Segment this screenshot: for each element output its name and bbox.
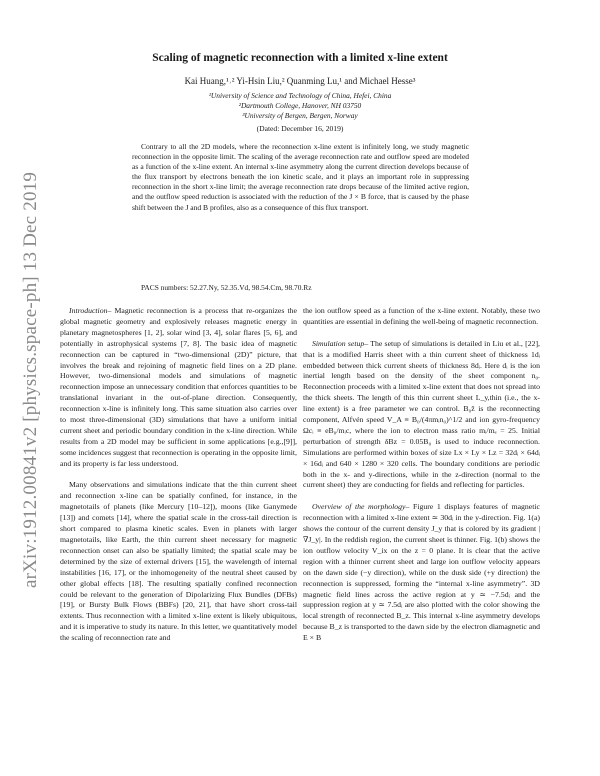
paragraph-text: The setup of simulations is detailed in Liu et al., [22], that is a modified Harris sheet with a thin current sheet of thickness 1dᵢ embedded between thick current sheets of thickness 8dᵢ. Here dᵢ is the ion inertial length based on the density of the sheet component n₀. Reconnection proceeds with a limited x-line extent that does not spread into the thick sheets. The length of this thin current sheet L_y,thin (i.e., the x-line extent) is a free parameter we can control. B₀ẑ is the reconnecting component, Alfvén speed V_A ≡ B₀/(4πmᵢn₀)^1/2 and ion gyro-frequency Ωcᵢ ≡ eB₀/mᵢc, where the ion to electron mass ratio mᵢ/mₑ = 25. Initial perturbation of strength δBz = 0.05B₀ is used to induce reconnection. Simulations are performed within boxes of size Lx × Ly × Lz = 32dᵢ × 64dᵢ × 16dᵢ and 640 × 1280 × 320 cells. The boundary conditions are periodic both in the x- and y-directions, while in the z-direction (normal to the current sheet) they are conducting for fields and reflecting for particles. (303, 338, 540, 490)
affiliation-3: ³University of Bergen, Bergen, Norway (242, 111, 358, 121)
paragraph-text: the ion outflow speed as a function of the x-line extent. Notably, these two quantities are essential in defining the well-being of magnetic reconnection. (303, 306, 540, 326)
paragraph-text: Figure 1 displays features of magnetic reconnection with a limited x-line extent ≃ 30dᵢ in the y-direction. Fig. 1(a) shows the contour of the current density J_y that is colored by its gradient |∇J_y|. In the reddish region, the current sheet is thinner. Fig. 1(b) shows the ion outflow velocity V_ix on the z = 0 plane. It is clear that the active region with a thinner current sheet and large ion outflow velocity appears on the dawn side (−y direction), while on the dusk side (+y direction) the reconnection is suppressed, forming the “internal x-line asymmetry”. 3D magnetic field lines across the active region at y ≃ −7.5dᵢ and the suppression region at y ≃ 7.5dᵢ are also plotted with the color showing the local strength of reconnected B_z. This internal x-line asymmetry develops because B_z is transported to the dawn side by the electron diamagnetic and E × B (303, 502, 540, 643)
arxiv-identifier-text: arXiv:1912.00841v2 [physics.space-ph] 13 Dec 2019 (20, 171, 41, 589)
affiliation-2: ²Dartmouth College, Hanover, NH 03750 (238, 101, 362, 111)
abstract: Contrary to all the 2D models, where the reconnection x-line extent is infinitely long, we study magnetic reconnection in the opposite limit. The scaling of the average reconnection rate and outflow speed are modeled as a function of the x-line extent. An internal x-line asymmetry along the current direction develops because of the flux transport by electrons beneath the ion kinetic scale, and it plays an important role in suppressing reconnection in the short x-line limit; the average reconnection rate drops because of the limited active region, and the outflow speed reduction is associated with the reduction of the J × B force, that is caused by the phase shift between the J and B profiles, also as a consequence of this flux transport. (132, 142, 469, 212)
paragraph-morphology-overview (303, 502, 540, 644)
author-list: Kai Huang,¹˒² Yi-Hsin Liu,² Quanming Lu,¹ and Michael Hesse³ (184, 76, 416, 86)
paragraph-simulation-setup (303, 339, 540, 492)
affiliations (60, 91, 540, 122)
pacs-numbers: PACS numbers: 52.27.Ny, 52.35.Vd, 98.54.Cm, 98.70.Rz (141, 283, 312, 292)
paragraph-text: Many observations and simulations indicate that the thin current sheet and reconnection x-line can be spatially confined, for instance, in the magnetotails of planets (like Mercury [10–12]), moons (like Ganymede [13]) and comets [14], where the spatial scale in the cross-tail direction is short compared to plasma kinetic scales. Even in planets with larger magnetotails, like Earth, the thin current sheet necessary for magnetic reconnection onset can also be spatially limited; the spatial scale may be determined by the size of external drivers [15], the wavelength of internal instabilities [16, 17], or the inhomogeneity of the neutral sheet caused by other global effects [18]. The resulting spatially confined reconnection could be relevant to the generation of Dipolarizing Flux Bundles (DFBs) [19], or Bursty Bulk Flows (BBFs) [20, 21], that have short cross-tail extents. Thus reconnection with a limited x-line extent is likely ubiquitous, and it is imperative to study its nature. In this letter, we quantitatively model the scaling of reconnection rate and (60, 480, 297, 643)
right-column (303, 306, 540, 644)
paragraph-observations (60, 480, 297, 644)
section-lead: Overview of the morphology– (312, 502, 410, 512)
affiliation-1: ¹University of Science and Technology of China, Hefei, China (208, 91, 392, 100)
paragraph-continuation (303, 306, 540, 328)
paragraph-text: Magnetic reconnection is a process that re-organizes the global magnetic geometry and explosively releases magnetic energy in planetary magnetospheres [1, 2], solar wind [3, 4], solar flares [5, 6], and potentially in astrophysical systems [7, 8]. The basic idea of magnetic reconnection can be captured in “two-dimensional (2D)” picture, that involves the break and rejoining of magnetic field lines on a 2D plane. However, two-dimensional models and simulations of magnetic reconnection impose an unnecessary condition that enforces quantities to be translational invariant in the out-of-plane direction. Consequently, reconnection x-line is infinitely long. This same situation also carries over to most three-dimensional (3D) simulations that have a uniform initial current sheet and periodic boundary condition in the x-line direction. While results from a 2D model may be sufficient in some applications [e.g.,[9]], some incidences suggest that reconnection is operating in the opposite limit, and its property is far less understood. (60, 306, 297, 468)
dated-line: (Dated: December 16, 2019) (256, 124, 344, 133)
paragraph-introduction (60, 306, 297, 470)
arxiv-identifier-stamp (16, 160, 46, 600)
left-column (60, 306, 297, 644)
section-lead: Introduction– (69, 306, 112, 315)
section-lead: Simulation setup– (312, 338, 369, 348)
paper-title: Scaling of magnetic reconnection with a limited x-line extent (152, 52, 448, 64)
